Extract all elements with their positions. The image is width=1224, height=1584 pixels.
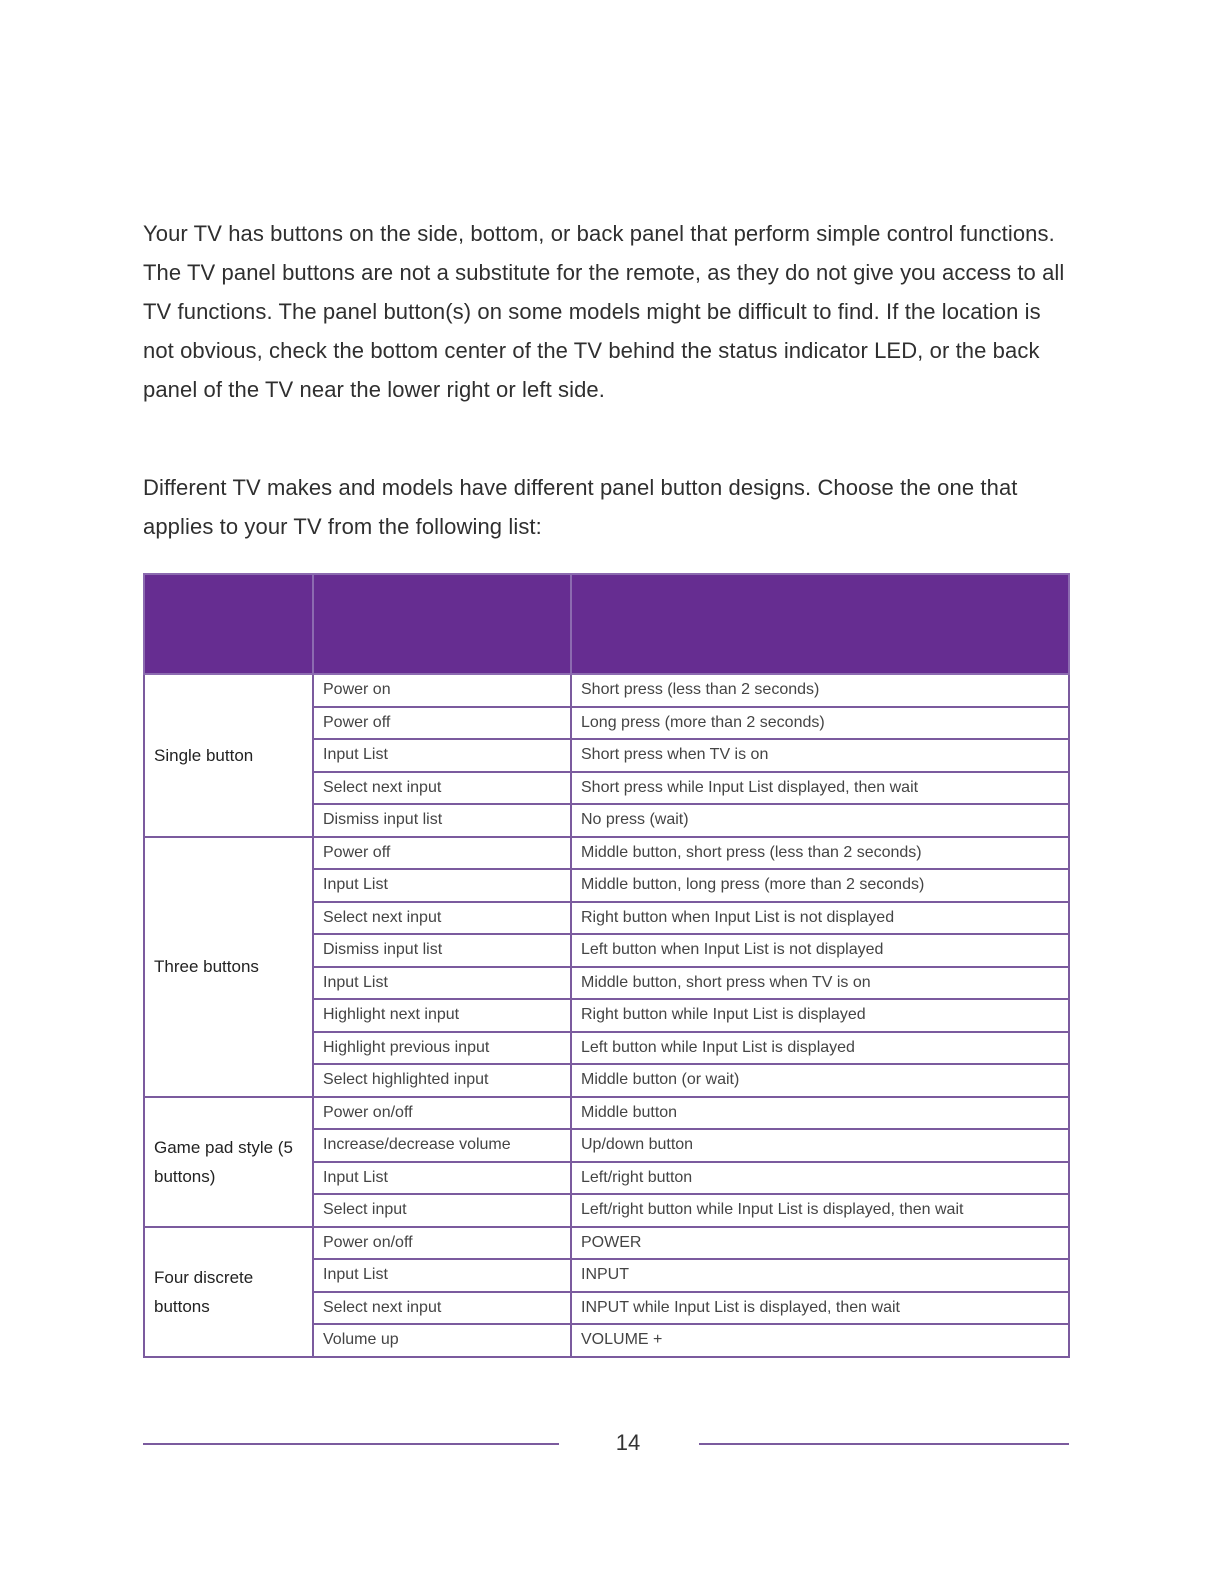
action-cell: Middle button, long press (more than 2 seconds)	[571, 869, 1069, 902]
action-cell: INPUT	[571, 1259, 1069, 1292]
action-cell: Middle button	[571, 1097, 1069, 1130]
action-cell: Short press while Input List displayed, then wait	[571, 772, 1069, 805]
action-cell: Left/right button	[571, 1162, 1069, 1195]
function-cell: Input List	[313, 1162, 571, 1195]
action-cell: Left button when Input List is not displayed	[571, 934, 1069, 967]
function-cell: Select input	[313, 1194, 571, 1227]
action-cell: POWER	[571, 1227, 1069, 1260]
function-cell: Dismiss input list	[313, 934, 571, 967]
function-cell: Power off	[313, 707, 571, 740]
button-type-cell: Single button	[144, 674, 313, 837]
action-cell: Long press (more than 2 seconds)	[571, 707, 1069, 740]
function-cell: Select next input	[313, 902, 571, 935]
function-cell: Highlight previous input	[313, 1032, 571, 1065]
function-cell: Input List	[313, 739, 571, 772]
function-cell: Power on	[313, 674, 571, 707]
function-cell: Select highlighted input	[313, 1064, 571, 1097]
action-cell: INPUT while Input List is displayed, then wait	[571, 1292, 1069, 1325]
function-cell: Input List	[313, 967, 571, 1000]
page-number: 14	[615, 1430, 641, 1455]
action-cell: No press (wait)	[571, 804, 1069, 837]
table-row	[144, 1227, 1069, 1260]
table-row	[144, 1097, 1069, 1130]
button-type-cell: Three buttons	[144, 837, 313, 1097]
action-cell: Up/down button	[571, 1129, 1069, 1162]
header-cell	[571, 574, 1069, 674]
intro-paragraph: Your TV has buttons on the side, bottom, or back panel that perform simple control functions. The TV panel buttons are not a substitute for the remote, as they do not give you access to all TV functions. The panel button(s) on some models might be difficult to find. If the location is not obvious, check the bottom center of the TV behind the status indicator LED, or the back panel of the TV near the lower right or left side.	[143, 221, 1065, 402]
function-cell: Volume up	[313, 1324, 571, 1357]
action-cell: Middle button (or wait)	[571, 1064, 1069, 1097]
table-header-row	[144, 574, 1069, 674]
function-cell: Power on/off	[313, 1097, 571, 1130]
function-cell: Dismiss input list	[313, 804, 571, 837]
action-cell: Middle button, short press when TV is on	[571, 967, 1069, 1000]
table-row	[144, 837, 1069, 870]
action-cell: Left/right button while Input List is displayed, then wait	[571, 1194, 1069, 1227]
function-cell: Power on/off	[313, 1227, 571, 1260]
action-cell: VOLUME +	[571, 1324, 1069, 1357]
function-cell: Select next input	[313, 772, 571, 805]
header-cell	[313, 574, 571, 674]
action-cell: Right button when Input List is not displayed	[571, 902, 1069, 935]
button-type-cell: Four discrete buttons	[144, 1227, 313, 1357]
function-cell: Power off	[313, 837, 571, 870]
action-cell: Middle button, short press (less than 2 seconds)	[571, 837, 1069, 870]
function-cell: Increase/decrease volume	[313, 1129, 571, 1162]
table-row	[144, 674, 1069, 707]
header-cell	[144, 574, 313, 674]
action-cell: Short press when TV is on	[571, 739, 1069, 772]
panel-buttons-table	[143, 573, 1070, 1358]
function-cell: Input List	[313, 869, 571, 902]
footer-divider-left	[143, 1443, 559, 1445]
function-cell: Input List	[313, 1259, 571, 1292]
function-cell: Highlight next input	[313, 999, 571, 1032]
footer-divider-right	[699, 1443, 1069, 1445]
button-type-cell: Game pad style (5 buttons)	[144, 1097, 313, 1227]
choose-paragraph: Different TV makes and models have different panel button designs. Choose the one that applies to your TV from the following list:	[143, 475, 1018, 539]
action-cell: Right button while Input List is displayed	[571, 999, 1069, 1032]
function-cell: Select next input	[313, 1292, 571, 1325]
action-cell: Short press (less than 2 seconds)	[571, 674, 1069, 707]
action-cell: Left button while Input List is displayed	[571, 1032, 1069, 1065]
